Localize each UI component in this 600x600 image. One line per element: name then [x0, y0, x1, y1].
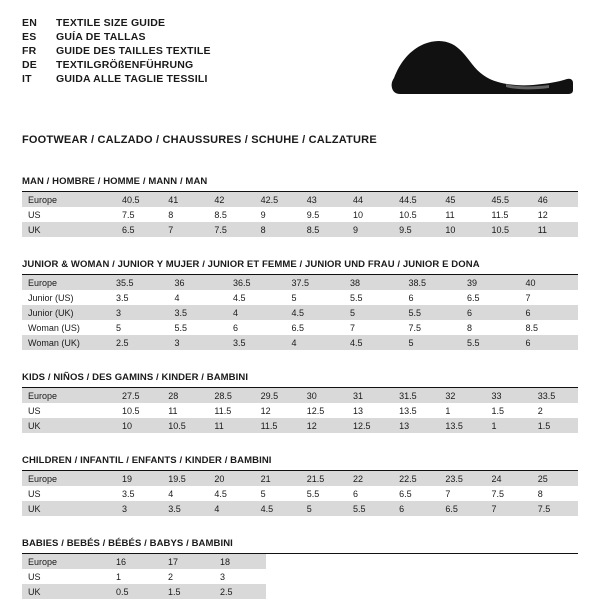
cell: 27.5	[116, 388, 162, 403]
cell: 7.5	[532, 501, 578, 516]
cell: 6.5	[291, 322, 305, 333]
table-row	[22, 207, 578, 222]
cell: 33.5	[532, 388, 578, 403]
size-table-junior-woman	[22, 275, 578, 350]
group-kids	[22, 372, 578, 433]
cell: 8	[537, 488, 543, 499]
cell: 7	[350, 322, 356, 333]
language-row	[22, 18, 211, 32]
cell: 1	[116, 571, 122, 582]
cell: 17	[162, 554, 214, 569]
cell: 3.5	[116, 292, 129, 303]
table-row	[22, 554, 578, 569]
cell: 8	[467, 322, 473, 333]
row-label: UK	[22, 501, 116, 516]
cell: 9	[260, 209, 266, 220]
cell: 5	[301, 501, 347, 516]
cell: 8	[255, 222, 301, 237]
row-label: Europe	[22, 275, 110, 290]
cell: 5.5	[174, 322, 188, 333]
cell: 6	[233, 322, 239, 333]
cell-empty	[266, 569, 578, 584]
cell: 45	[439, 192, 485, 207]
group-junior-woman	[22, 259, 578, 350]
cell: 21.5	[301, 471, 347, 486]
row-label: US	[28, 405, 41, 416]
cell: 40.5	[116, 192, 162, 207]
language-code: DE	[22, 59, 37, 71]
language-title: TEXTILGRÖßENFÜHRUNG	[56, 59, 194, 71]
cell: 21	[255, 471, 301, 486]
row-label: US	[28, 488, 41, 499]
cell: 22.5	[393, 471, 439, 486]
cell: 5	[403, 335, 462, 350]
cell: 11.5	[255, 418, 301, 433]
cell: 10.5	[399, 209, 417, 220]
table-row	[22, 290, 578, 305]
cell: 7.5	[208, 222, 254, 237]
cell: 23.5	[439, 471, 485, 486]
cell: 20	[208, 471, 254, 486]
table-row	[22, 403, 578, 418]
row-label: US	[28, 209, 41, 220]
size-table-children	[22, 471, 578, 516]
cell: 5	[291, 292, 297, 303]
cell: 4	[286, 335, 345, 350]
language-row	[22, 74, 211, 88]
cell: 12.5	[306, 405, 325, 416]
language-row	[22, 32, 211, 46]
cell: 16	[110, 554, 162, 569]
cell: 3	[169, 335, 228, 350]
cell: 39	[461, 275, 520, 290]
cell: 9	[347, 222, 393, 237]
cell: 2	[537, 405, 543, 416]
cell: 1.5	[532, 418, 578, 433]
cell: 5	[116, 322, 122, 333]
cell: 29.5	[255, 388, 301, 403]
cell: 19.5	[162, 471, 208, 486]
cell: 28	[162, 388, 208, 403]
group-title: MAN / HOMBRE / HOMME / MANN / MAN	[22, 176, 578, 192]
cell: 5.5	[403, 305, 462, 320]
table-row	[22, 320, 578, 335]
cell: 12.5	[347, 418, 393, 433]
language-title: GUIDE DES TAILLES TEXTILE	[56, 45, 211, 57]
cell: 13.5	[399, 405, 417, 416]
cell: 11.5	[491, 209, 509, 220]
cell: 8.5	[214, 209, 227, 220]
cell: 4.5	[255, 501, 301, 516]
cell: 5	[260, 488, 266, 499]
cell: 10	[439, 222, 485, 237]
table-row	[22, 388, 578, 403]
table-row	[22, 418, 578, 433]
page-header	[22, 18, 578, 116]
row-label: UK	[22, 418, 116, 433]
cell: 6	[461, 305, 520, 320]
cell: 9.5	[393, 222, 439, 237]
row-label: Europe	[22, 388, 116, 403]
cell: 4	[168, 488, 174, 499]
cell: 9.5	[306, 209, 320, 220]
cell: 7.5	[122, 209, 135, 220]
language-code: FR	[22, 45, 37, 57]
cell: 36	[169, 275, 228, 290]
cell: 42	[208, 192, 254, 207]
cell: 12	[537, 209, 548, 220]
group-children	[22, 455, 578, 516]
cell: 3.5	[227, 335, 286, 350]
cell-empty	[266, 584, 578, 599]
size-table-man	[22, 192, 578, 237]
cell: 3	[110, 305, 169, 320]
table-row	[22, 486, 578, 501]
cell: 7	[162, 222, 208, 237]
cell: 6	[408, 292, 414, 303]
table-row	[22, 335, 578, 350]
row-label: UK	[22, 584, 110, 599]
table-row	[22, 569, 578, 584]
cell: 1.5	[162, 584, 214, 599]
cell: 5.5	[306, 488, 320, 499]
cell: 41	[162, 192, 208, 207]
language-title-list	[22, 18, 211, 88]
cell: 46	[532, 192, 578, 207]
cell: 33	[486, 388, 532, 403]
row-label: Woman (US)	[28, 322, 80, 333]
table-row	[22, 222, 578, 237]
cell: 28.5	[208, 388, 254, 403]
cell: 44.5	[393, 192, 439, 207]
cell: 2.5	[214, 584, 266, 599]
cell: 11	[168, 405, 178, 416]
language-code: IT	[22, 73, 32, 85]
cell: 6.5	[467, 292, 480, 303]
table-row	[22, 192, 578, 207]
cell: 6	[520, 335, 579, 350]
row-label: US	[28, 571, 41, 582]
cell: 24	[486, 471, 532, 486]
table-row	[22, 305, 578, 320]
row-label: UK	[22, 222, 116, 237]
row-label: Europe	[22, 471, 116, 486]
cell: 25	[532, 471, 578, 486]
cell: 4.5	[233, 292, 246, 303]
row-label: Europe	[22, 192, 116, 207]
cell: 31	[347, 388, 393, 403]
cell: 10.5	[486, 222, 532, 237]
cell: 11	[532, 222, 578, 237]
cell: 6.5	[399, 488, 412, 499]
cell: 10	[352, 209, 363, 220]
cell: 5.5	[461, 335, 520, 350]
cell: 7	[445, 488, 451, 499]
cell: 4.5	[344, 335, 403, 350]
cell: 1	[445, 405, 451, 416]
cell: 12	[301, 418, 347, 433]
cell: 8.5	[525, 322, 539, 333]
cell: 3	[220, 571, 226, 582]
cell: 7.5	[408, 322, 422, 333]
size-table-babies	[22, 554, 578, 599]
cell: 45.5	[486, 192, 532, 207]
cell: 3.5	[169, 305, 228, 320]
group-title: CHILDREN / INFANTIL / ENFANTS / KINDER / BAMBINI	[22, 455, 578, 471]
language-code: ES	[22, 31, 37, 43]
cell: 3.5	[162, 501, 208, 516]
cell: 32	[439, 388, 485, 403]
language-code: EN	[22, 17, 37, 29]
cell: 22	[347, 471, 393, 486]
cell: 8.5	[301, 222, 347, 237]
cell: 13	[352, 405, 363, 416]
cell: 19	[116, 471, 162, 486]
group-title: KIDS / NIÑOS / DES GAMINS / KINDER / BAMBINI	[22, 372, 578, 388]
cell-empty	[266, 554, 578, 569]
cell: 11	[208, 418, 254, 433]
cell: 6.5	[116, 222, 162, 237]
cell: 10.5	[122, 405, 140, 416]
cell: 4	[174, 292, 180, 303]
cell: 6	[520, 305, 579, 320]
cell: 30	[301, 388, 347, 403]
page-title: FOOTWEAR / CALZADO / CHAUSSURES / SCHUHE / CALZATURE	[22, 134, 377, 146]
cell: 13.5	[439, 418, 485, 433]
group-babies	[22, 538, 578, 599]
cell: 12	[260, 405, 271, 416]
cell: 4.5	[286, 305, 345, 320]
group-man	[22, 176, 578, 237]
cell: 5.5	[347, 501, 393, 516]
cell: 44	[347, 192, 393, 207]
cell: 10.5	[162, 418, 208, 433]
row-label: Junior (UK)	[22, 305, 110, 320]
cell: 36.5	[227, 275, 286, 290]
cell: 0.5	[110, 584, 162, 599]
cell: 2.5	[110, 335, 169, 350]
cell: 35.5	[110, 275, 169, 290]
cell: 11.5	[214, 405, 232, 416]
table-row	[22, 584, 578, 599]
language-row	[22, 46, 211, 60]
row-label: Junior (US)	[28, 292, 74, 303]
dress-shoe-icon	[386, 32, 576, 102]
row-label: Europe	[22, 554, 110, 569]
cell: 6.5	[439, 501, 485, 516]
cell: 3	[116, 501, 162, 516]
table-row	[22, 501, 578, 516]
group-title: BABIES / BEBÉS / BÉBÉS / BABYS / BAMBINI	[22, 538, 578, 554]
cell: 4.5	[214, 488, 227, 499]
language-title: GUIDA ALLE TAGLIE TESSILI	[56, 73, 208, 85]
cell: 43	[301, 192, 347, 207]
cell: 18	[214, 554, 266, 569]
table-row	[22, 275, 578, 290]
cell: 6	[352, 488, 358, 499]
cell: 10	[116, 418, 162, 433]
cell: 31.5	[393, 388, 439, 403]
cell: 4	[208, 501, 254, 516]
cell: 1.5	[491, 405, 505, 416]
table-row	[22, 471, 578, 486]
cell: 7	[525, 292, 531, 303]
cell: 5	[344, 305, 403, 320]
cell: 7.5	[491, 488, 505, 499]
language-title: GUÍA DE TALLAS	[56, 31, 146, 43]
cell: 5.5	[350, 292, 363, 303]
row-label: Woman (UK)	[22, 335, 110, 350]
cell: 38.5	[403, 275, 462, 290]
cell: 40	[520, 275, 579, 290]
language-title: TEXTILE SIZE GUIDE	[56, 17, 166, 29]
language-row	[22, 60, 211, 74]
cell: 11	[445, 209, 455, 220]
cell: 42.5	[255, 192, 301, 207]
cell: 8	[168, 209, 174, 220]
cell: 38	[344, 275, 403, 290]
group-title: JUNIOR & WOMAN / JUNIOR Y MUJER / JUNIOR ET FEMME / JUNIOR UND FRAU / JUNIOR E DONA	[22, 259, 578, 275]
cell: 6	[393, 501, 439, 516]
cell: 7	[486, 501, 532, 516]
size-table-kids	[22, 388, 578, 433]
cell: 2	[168, 571, 174, 582]
cell: 37.5	[286, 275, 345, 290]
cell: 1	[486, 418, 532, 433]
cell: 13	[393, 418, 439, 433]
cell: 3.5	[122, 488, 135, 499]
cell: 4	[227, 305, 286, 320]
